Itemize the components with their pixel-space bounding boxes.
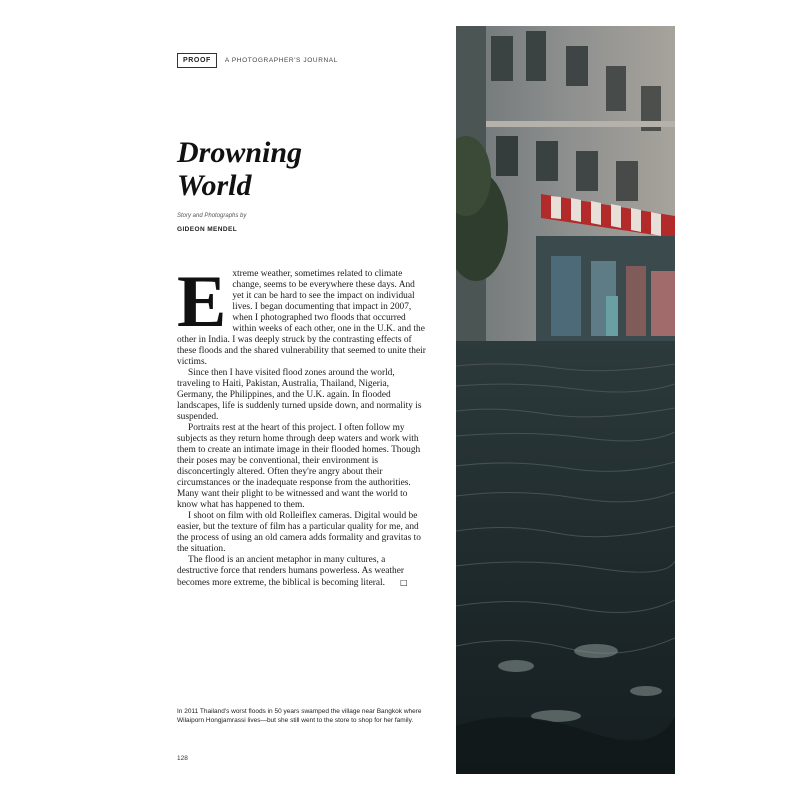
flood-photo-illustration: [456, 26, 675, 774]
page-header: [177, 53, 338, 68]
credit-name: GIDEON MENDEL: [177, 226, 238, 233]
flood-street-photo: [456, 26, 675, 774]
paragraph-4: I shoot on film with old Rolleiflex cameras. Digital would be easier, but the texture of film has a particular quality for me, and the process of using an old camera adds formality and gravitas to the situation.: [177, 511, 421, 554]
end-mark-icon: □: [400, 578, 408, 587]
drop-cap: E: [177, 261, 227, 343]
paragraph-5: [177, 555, 427, 589]
paragraph-5-text: The flood is an ancient metaphor in many cultures, a destructive force that renders humans powerless. As weather becomes more extreme, the biblical is becoming literal.: [177, 555, 405, 588]
photo-caption: In 2011 Thailand's worst floods in 50 years swamped the village near Bangkok where Wilaiporn Hongjamrassi lives—but she still went to the store to shop for her family.: [177, 708, 422, 724]
paragraph-2: Since then I have visited flood zones around the world, traveling to Haiti, Pakistan, Australia, Thailand, Nigeria, Germany, the Philippines, and the U.K. again. In flooded landscapes, life is suddenly turned upside down, and normality is suspended.: [177, 368, 422, 422]
credit-label: Story and Photographs by: [177, 213, 247, 219]
title-line-1: Drowning: [177, 136, 303, 169]
paragraph-1-text: xtreme weather, sometimes related to climate change, seems to be everywhere these days. And yet it can be hard to see the impact on individual lives. I began documenting that impact in 2007, when I photographed two floods that occurred within weeks of each other, one in the U.K. and the other in India. I was deeply struck by the contrasting effects of these floods and the shared vulnerability that seemed to unite their victims.: [177, 269, 426, 367]
article-body: [177, 261, 427, 589]
paragraph-1: [177, 261, 427, 368]
section-label: PROOF: [177, 53, 217, 68]
page-number: 128: [177, 755, 188, 762]
title-line-2: World: [177, 169, 252, 202]
paragraph-3: Portraits rest at the heart of this project. I often follow my subjects as they return home through deep waters and work with them to create an intimate image in their flooded homes. Though their poses may be conventional, their environment is disconcertingly altered. Often they're angry about their circumstances or the inadequate response from the authorities. Many want their plight to be witnessed and want the world to know what has happened to them.: [177, 423, 421, 510]
journal-label: A PHOTOGRAPHER'S JOURNAL: [224, 57, 338, 64]
article-title: [177, 136, 427, 202]
